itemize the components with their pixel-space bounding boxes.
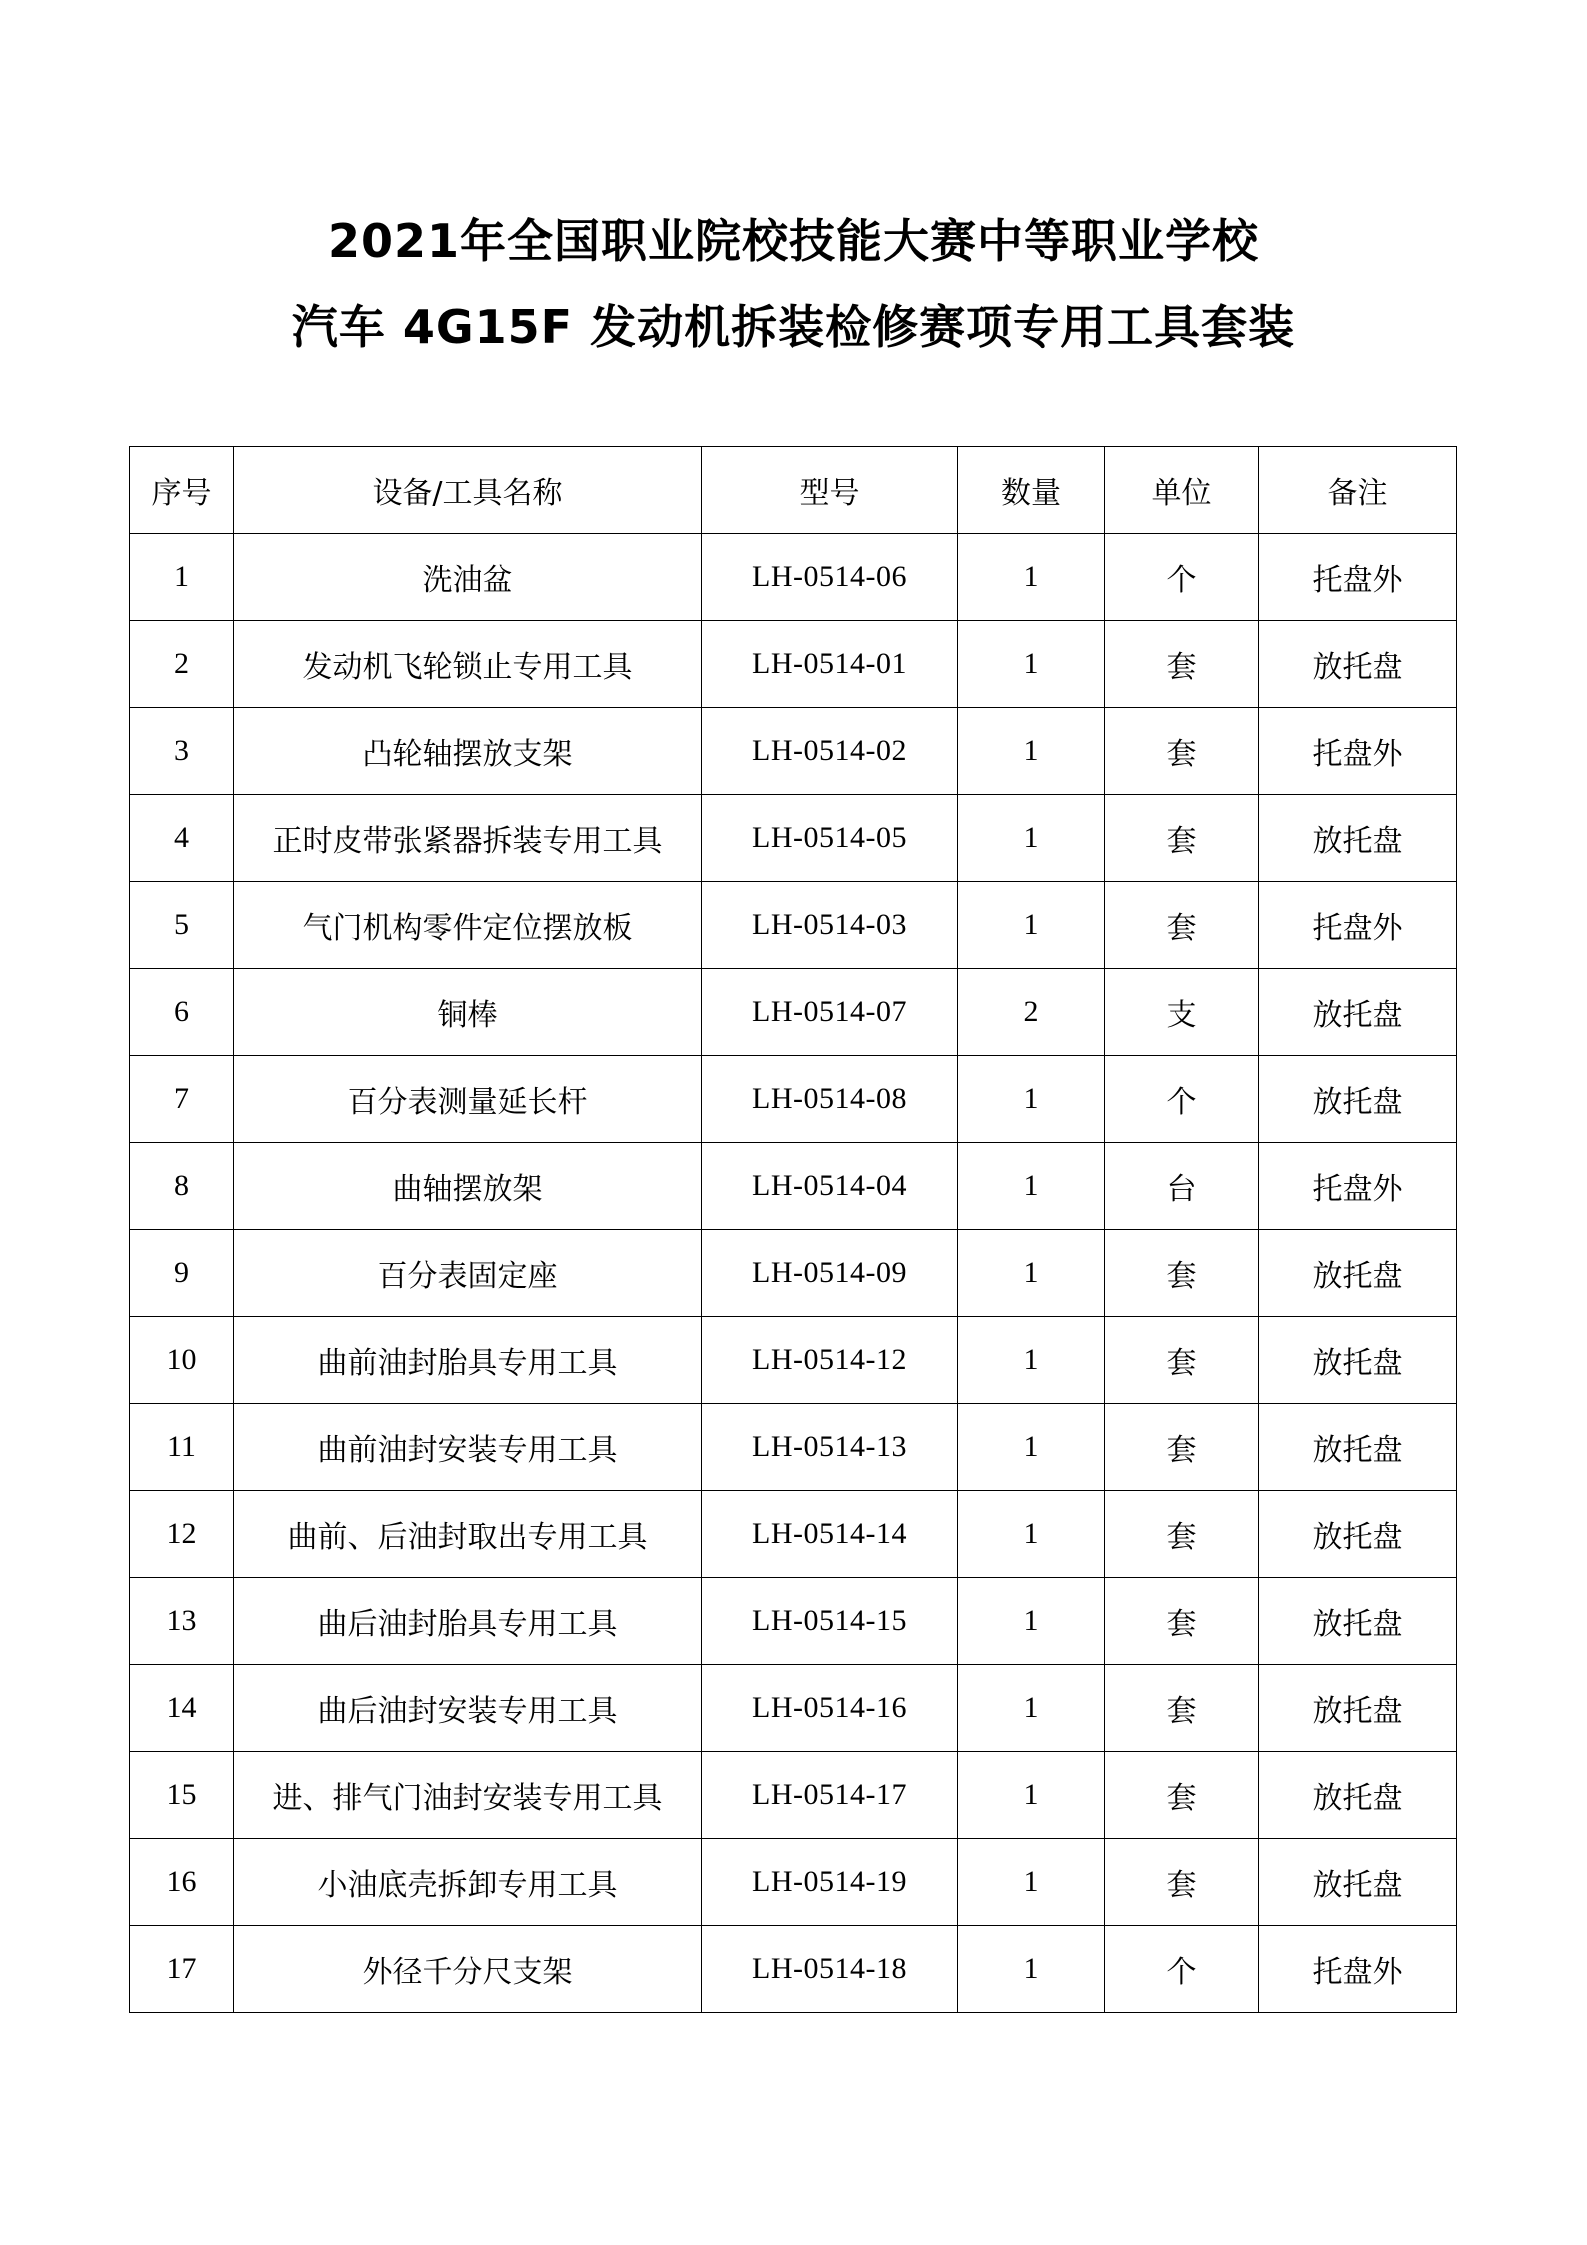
table-header-row [130,447,1457,534]
cell-model: LH-0514-09 [702,1230,958,1317]
cell-name: 百分表测量延长杆 [234,1056,702,1143]
cell-model: LH-0514-04 [702,1143,958,1230]
cell-note: 放托盘 [1259,1752,1457,1839]
cell-unit: 套 [1105,621,1259,708]
cell-name: 铜棒 [234,969,702,1056]
header-model: 型号 [702,447,958,534]
cell-model: LH-0514-02 [702,708,958,795]
cell-note: 放托盘 [1259,1665,1457,1752]
cell-unit: 套 [1105,1230,1259,1317]
cell-quantity: 1 [958,1752,1105,1839]
cell-quantity: 1 [958,621,1105,708]
cell-name: 曲后油封安装专用工具 [234,1665,702,1752]
cell-model: LH-0514-07 [702,969,958,1056]
table-row [130,1404,1457,1491]
table-row [130,969,1457,1056]
cell-unit: 套 [1105,1317,1259,1404]
cell-unit: 套 [1105,1665,1259,1752]
cell-note: 托盘外 [1259,1143,1457,1230]
cell-index: 15 [130,1752,234,1839]
cell-index: 2 [130,621,234,708]
cell-unit: 套 [1105,1578,1259,1665]
cell-name: 曲后油封胎具专用工具 [234,1578,702,1665]
title-line-1: 2021年全国职业院校技能大赛中等职业学校 [327,214,1260,268]
header-unit: 单位 [1105,447,1259,534]
cell-quantity: 1 [958,1404,1105,1491]
cell-unit: 套 [1105,1491,1259,1578]
cell-unit: 台 [1105,1143,1259,1230]
table-row [130,534,1457,621]
header-index: 序号 [130,447,234,534]
cell-unit: 个 [1105,534,1259,621]
cell-model: LH-0514-01 [702,621,958,708]
cell-quantity: 1 [958,1143,1105,1230]
table-row [130,882,1457,969]
cell-model: LH-0514-18 [702,1926,958,2013]
cell-model: LH-0514-16 [702,1665,958,1752]
cell-quantity: 1 [958,1056,1105,1143]
cell-index: 5 [130,882,234,969]
cell-name: 曲前油封胎具专用工具 [234,1317,702,1404]
table-row [130,1839,1457,1926]
cell-index: 10 [130,1317,234,1404]
cell-quantity: 1 [958,1839,1105,1926]
cell-note: 放托盘 [1259,1404,1457,1491]
cell-unit: 套 [1105,1404,1259,1491]
cell-name: 百分表固定座 [234,1230,702,1317]
cell-note: 放托盘 [1259,1839,1457,1926]
cell-index: 11 [130,1404,234,1491]
cell-unit: 个 [1105,1926,1259,2013]
cell-quantity: 1 [958,1230,1105,1317]
table-row [130,795,1457,882]
cell-note: 放托盘 [1259,1056,1457,1143]
cell-model: LH-0514-06 [702,534,958,621]
cell-note: 放托盘 [1259,1230,1457,1317]
header-name: 设备/工具名称 [234,447,702,534]
table-row [130,1317,1457,1404]
cell-quantity: 1 [958,1926,1105,2013]
table-row [130,621,1457,708]
table-row [130,1665,1457,1752]
cell-quantity: 1 [958,708,1105,795]
cell-name: 曲前油封安装专用工具 [234,1404,702,1491]
cell-index: 12 [130,1491,234,1578]
cell-model: LH-0514-08 [702,1056,958,1143]
cell-name: 正时皮带张紧器拆装专用工具 [234,795,702,882]
cell-model: LH-0514-05 [702,795,958,882]
cell-quantity: 1 [958,1578,1105,1665]
cell-quantity: 1 [958,1491,1105,1578]
cell-quantity: 1 [958,534,1105,621]
cell-note: 放托盘 [1259,795,1457,882]
table-row [130,1056,1457,1143]
cell-note: 托盘外 [1259,708,1457,795]
cell-name: 曲轴摆放架 [234,1143,702,1230]
cell-note: 放托盘 [1259,1578,1457,1665]
cell-note: 托盘外 [1259,1926,1457,2013]
cell-name: 小油底壳拆卸专用工具 [234,1839,702,1926]
cell-index: 16 [130,1839,234,1926]
cell-note: 托盘外 [1259,882,1457,969]
cell-name: 凸轮轴摆放支架 [234,708,702,795]
cell-quantity: 1 [958,1665,1105,1752]
cell-name: 洗油盆 [234,534,702,621]
cell-unit: 套 [1105,882,1259,969]
cell-name: 发动机飞轮锁止专用工具 [234,621,702,708]
cell-unit: 套 [1105,1752,1259,1839]
cell-name: 气门机构零件定位摆放板 [234,882,702,969]
cell-unit: 套 [1105,1839,1259,1926]
table-row [130,1491,1457,1578]
cell-quantity: 2 [958,969,1105,1056]
cell-quantity: 1 [958,882,1105,969]
cell-model: LH-0514-13 [702,1404,958,1491]
cell-index: 4 [130,795,234,882]
cell-quantity: 1 [958,1317,1105,1404]
cell-index: 3 [130,708,234,795]
cell-index: 9 [130,1230,234,1317]
cell-unit: 支 [1105,969,1259,1056]
table-row [130,1752,1457,1839]
cell-index: 1 [130,534,234,621]
cell-unit: 套 [1105,708,1259,795]
cell-unit: 套 [1105,795,1259,882]
cell-model: LH-0514-15 [702,1578,958,1665]
cell-quantity: 1 [958,795,1105,882]
cell-model: LH-0514-19 [702,1839,958,1926]
cell-index: 8 [130,1143,234,1230]
cell-note: 放托盘 [1259,621,1457,708]
cell-model: LH-0514-14 [702,1491,958,1578]
cell-index: 13 [130,1578,234,1665]
table-body [130,534,1457,2013]
document-title [0,198,1587,370]
cell-index: 17 [130,1926,234,2013]
cell-name: 曲前、后油封取出专用工具 [234,1491,702,1578]
table-row [130,1578,1457,1665]
cell-index: 6 [130,969,234,1056]
cell-note: 托盘外 [1259,534,1457,621]
table-row [130,1230,1457,1317]
cell-model: LH-0514-12 [702,1317,958,1404]
table-row [130,1143,1457,1230]
table-row [130,1926,1457,2013]
tools-table [129,446,1457,2013]
cell-model: LH-0514-03 [702,882,958,969]
cell-name: 外径千分尺支架 [234,1926,702,2013]
table-row [130,708,1457,795]
header-quantity: 数量 [958,447,1105,534]
header-note: 备注 [1259,447,1457,534]
cell-index: 14 [130,1665,234,1752]
cell-name: 进、排气门油封安装专用工具 [234,1752,702,1839]
cell-note: 放托盘 [1259,1491,1457,1578]
cell-note: 放托盘 [1259,1317,1457,1404]
cell-index: 7 [130,1056,234,1143]
cell-unit: 个 [1105,1056,1259,1143]
title-line-2: 汽车 4G15F 发动机拆装检修赛项专用工具套装 [291,300,1296,354]
cell-model: LH-0514-17 [702,1752,958,1839]
cell-note: 放托盘 [1259,969,1457,1056]
